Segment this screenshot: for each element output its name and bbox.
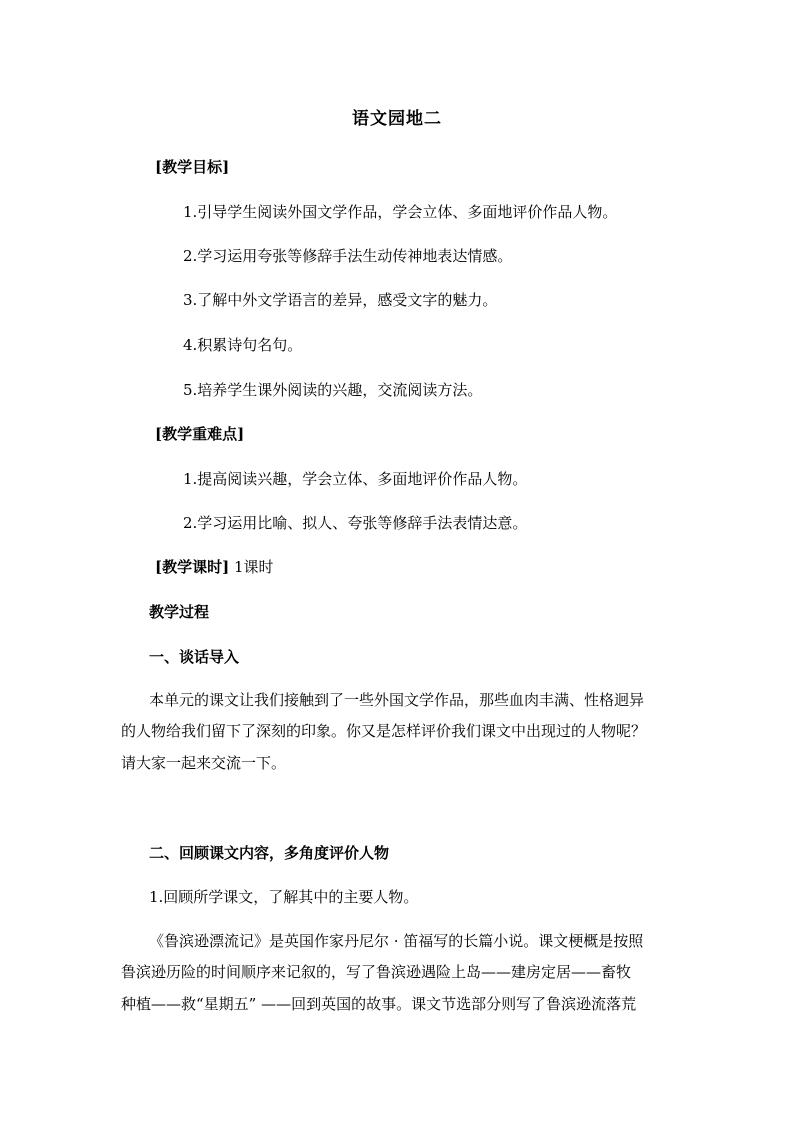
objectives-heading: [教学目标]	[155, 158, 230, 176]
section2-heading: 二、回顾课文内容，多角度评价人物	[149, 844, 390, 862]
key-point-item-2: 2.学习运用比喻、拟人、夸张等修辞手法表情达意。	[183, 514, 528, 532]
section1-paragraph-line-1: 本单元的课文让我们接触到了一些外国文学作品，那些血肉丰满、性格迥异	[149, 691, 645, 709]
section1-heading: 一、谈话导入	[149, 648, 240, 666]
objective-item-1: 1.引导学生阅读外国文学作品，学会立体、多面地评价作品人物。	[183, 203, 618, 221]
section1-paragraph-line-2: 的人物给我们留下了深刻的印象。你又是怎样评价我们课文中出现过的人物呢？	[121, 722, 647, 740]
section1-paragraph-line-3: 请大家一起来交流一下。	[121, 754, 287, 772]
class-hours-value: 1课时	[229, 558, 274, 576]
objective-item-3: 3.了解中外文学语言的差异，感受文字的魅力。	[183, 291, 498, 309]
class-hours-label: [教学课时]	[155, 558, 230, 576]
section2-paragraph-line-2: 鲁滨逊历险的时间顺序来记叙的，写了鲁滨逊遇险上岛——建房定居——畜牧	[121, 963, 632, 981]
class-hours-row	[155, 557, 274, 577]
section2-paragraph-line-3: 种植——救“星期五” ——回到英国的故事。课文节选部分则写了鲁滨逊流落荒	[121, 995, 637, 1013]
objective-item-5: 5.培养学生课外阅读的兴趣，交流阅读方法。	[183, 381, 483, 399]
objective-item-4: 4.积累诗句名句。	[183, 336, 303, 354]
process-heading: 教学过程	[149, 603, 210, 621]
objective-item-2: 2.学习运用夸张等修辞手法生动传神地表达情感。	[183, 247, 513, 265]
section2-paragraph-line-1: 《鲁滨逊漂流记》是英国作家丹尼尔 · 笛福写的长篇小说。课文梗概是按照	[149, 932, 644, 950]
key-point-item-1: 1.提高阅读兴趣，学会立体、多面地评价作品人物。	[183, 470, 528, 488]
key-points-heading: [教学重难点]	[155, 425, 245, 443]
section2-item-1: 1.回顾所学课文，了解其中的主要人物。	[149, 888, 419, 906]
page-title: 语文园地二	[352, 109, 442, 129]
